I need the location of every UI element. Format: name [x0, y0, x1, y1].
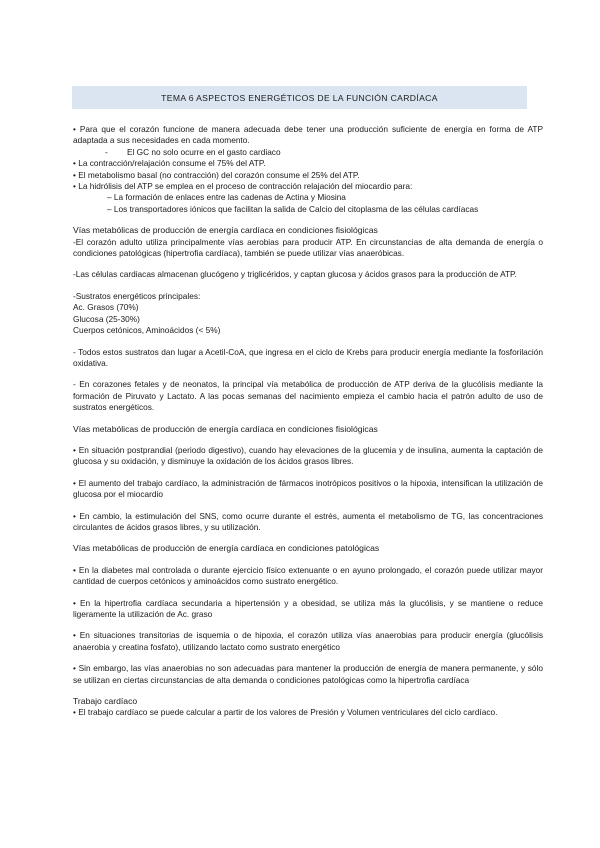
substrates-heading: -Sustratos energéticos principales: — [73, 290, 201, 301]
page-title: TEMA 6 ASPECTOS ENERGÉTICOS DE LA FUNCIÓN CARDÍACA — [161, 92, 438, 103]
section-heading-physiological: Vías metabólicas de producción de energía cardíaca en condiciones fisiológicas — [73, 225, 378, 236]
paragraph-hypertrophy: • En la hipertrofia cardíaca secundaria a hipertensión y a obesidad, se utiliza más la glucólisis, y se mantiene o reduce ligeramente la utilización de Ac. graso — [73, 597, 543, 619]
section-heading-cardiac-work: Trabajo cardíaco — [73, 696, 138, 707]
intro-bullet-2: • La contracción/relajación consume el 75% del ATP. — [73, 158, 266, 169]
paragraph-cardiac-work-increase: • El aumento del trabajo cardíaco, la administración de fármacos inotrópicos positivos o la hipoxia, intensifican la utilización de glucosa por el miocardio — [73, 477, 543, 500]
paragraph-ischemia: • En situaciones transitorias de isquemia o de hipoxia, el corazón utiliza vías anaerobias para producir energía (glucólisis anaerobia y creatina fosfato), utilizando lactato como sustrato energético — [73, 630, 543, 652]
intro-bullet-4-sub-1: – La formación de enlaces entre las cadenas de Actina y Miosina — [107, 192, 346, 203]
title-banner — [72, 86, 527, 109]
paragraph-energy-storage: -Las células cardiacas almacenan glucógeno y triglicéridos, y captan glucosa y ácidos grasos para la producción de ATP. — [73, 269, 517, 280]
paragraph-anaerobic-limits: • Sin embargo, las vías anaerobias no son adecuadas para mantener la producción de energía de manera permanente, y sólo se utilizan en ciertas circunstancias de alta demanda o condiciones patológicas como la hipertrofia cardíaca — [73, 663, 543, 685]
intro-bullet-4-sub-2: – Los transportadores iónicos que facilitan la salida de Calcio del citoplasma de las células cardíacas — [107, 203, 479, 214]
paragraph-fetal-hearts: - En corazones fetales y de neonatos, la principal vía metabólica de producción de ATP deriva de la glucólisis mediante la formación de Piruvato y Lactato. A las pocas semanas del nacimiento empieza el cambio hacia el patrón adulto de uso de sustratos energéticos. — [73, 379, 543, 413]
substrate-fatty-acids: Ac. Grasos (70%) — [73, 302, 139, 313]
intro-bullet-1: • Para que el corazón funcione de manera adecuada debe tener una producción suficiente de energía en forma de ATP adaptada a sus necesidades en cada momento. — [73, 124, 543, 146]
intro-bullet-4: • La hidrólisis del ATP se emplea en el proceso de contracción relajación del miocardio para: — [73, 181, 413, 192]
substrate-glucose: Glucosa (25-30%) — [73, 313, 140, 324]
intro-bullet-3: • El metabolismo basal (no contracción) del corazón consume el 25% del ATP. — [73, 169, 360, 180]
section-heading-physiological-2: Vías metabólicas de producción de energía cardíaca en condiciones fisiológicas — [73, 423, 378, 434]
intro-sub-bullet — [73, 147, 543, 158]
substrate-ketones: Cuerpos cetónicos, Aminoácidos (< 5%) — [73, 325, 221, 336]
paragraph-sns-stimulation: • En cambio, la estimulación del SNS, como ocurre durante el estrés, aumenta el metabolismo de TG, las concentraciones circulantes de ácidos grasos libres, y su utilización. — [73, 510, 543, 532]
paragraph-postprandial: • En situación postprandial (periodo digestivo), cuando hay elevaciones de la glucemia y de insulina, aumenta la captación de glucosa y su oxidación, y disminuye la oxidación de los ácidos grasos libres. — [73, 444, 543, 467]
intro-sub-bullet-text: El GC no solo ocurre en el gasto cardiaco — [127, 146, 281, 157]
paragraph-cardiac-work: • El trabajo cardíaco se puede calcular a partir de los valores de Presión y Volumen ventriculares del ciclo cardíaco. — [73, 707, 498, 718]
paragraph-aerobic-pathways: -El corazón adulto utiliza principalmente vías aerobias para producir ATP. En circunstancias de alta demanda de energía o condiciones patológicas (hipertrofia cardíaca), también se puede utilizar vías anaeróbicas. — [73, 236, 543, 259]
section-heading-pathological: Vías metabólicas de producción de energía cardíaca en condiciones patológicas — [73, 543, 380, 554]
document-body — [73, 124, 543, 719]
paragraph-diabetes: • En la diabetes mal controlada o durante ejercicio físico extenuante o en ayuno prolongado, el corazón puede utilizar mayor cantidad de cuerpos cetónicos y aminoácidos como sustrato energético. — [73, 564, 543, 587]
paragraph-acetyl-coa: - Todos estos sustratos dan lugar a Acetil-CoA, que ingresa en el ciclo de Krebs para producir energía mediante la fosforilación oxidativa. — [73, 346, 543, 368]
sub-bullet-dash: - — [105, 146, 108, 157]
